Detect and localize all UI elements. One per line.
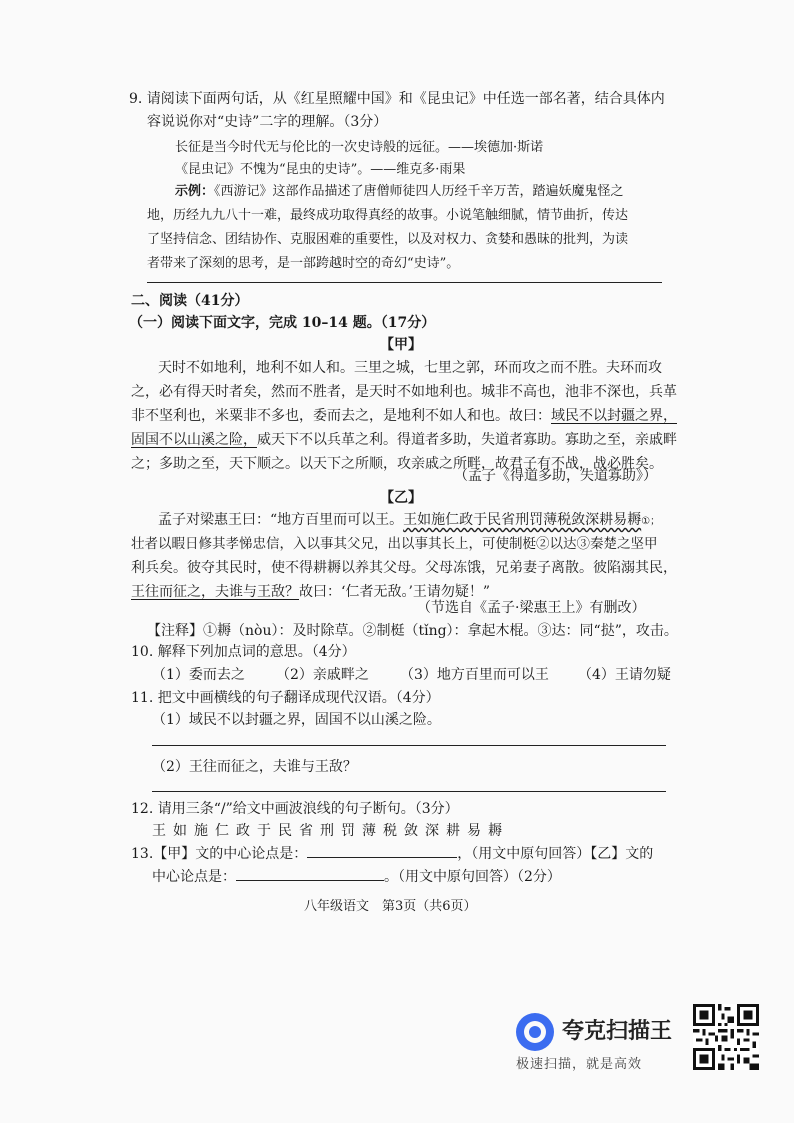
q10-item1: （1）委而去之 <box>152 667 245 683</box>
jia-heading: 【甲】 <box>380 337 422 353</box>
q13-text-a: 13.【甲】文的中心论点是： <box>131 846 308 862</box>
jia-line4-text: 威天下不以兵革之利。得道者多助，失道者寡助。寡助之至，亲戚畔 <box>257 432 677 448</box>
yi-heading: 【乙】 <box>380 490 422 506</box>
section-title: 二、阅读（41分） <box>131 293 249 309</box>
yi-line3: 利兵矣。彼夺其民时，使不得耕耨以养其父母。父母冻饿，兄弟妻子离散。彼陷溺其民， <box>131 560 677 576</box>
q12-stem: 12. 请用三条“/”给文中画波浪线的句子断句。（3分） <box>131 801 459 817</box>
q9-line1: 9. 请阅读下面两句话，从《红星照耀中国》和《昆虫记》中任选一部名著，结合具体内 <box>129 91 665 107</box>
q10-item2: （2）亲戚畔之 <box>276 667 369 683</box>
q10-item3: （3）地方百里而可以王 <box>400 667 549 683</box>
yi-note1-marker: ①； <box>641 516 661 527</box>
q11-item2: （2）王往而征之，夫谁与王敌？ <box>152 759 357 775</box>
q11-answer-line2 <box>152 791 666 792</box>
jia-underlined-1: 域民不以封疆之界， <box>551 408 677 424</box>
page-footer: 八年级语文 第3页（共6页） <box>304 899 477 914</box>
q11-stem: 11. 把文中画横线的句子翻译成现代汉语。（4分） <box>131 690 440 706</box>
q13-text-b: ，（用文中原句回答）【乙】文的 <box>457 846 654 862</box>
q13-blank2[interactable] <box>236 866 384 881</box>
q9-example-line3: 了坚持信念、团结协作、克服困难的重要性，以及对权力、贪婪和愚昧的批判，为读 <box>147 232 629 247</box>
q9-example-line2: 地，历经九九八十一难，最终成功取得真经的故事。小说笔触细腻，情节曲折，传达 <box>147 208 629 223</box>
jia-source: （孟子《得道多助，失道寡助》） <box>454 468 657 484</box>
q9-example-line4: 者带来了深刻的思考，是一部跨越时空的奇幻“史诗”。 <box>147 256 460 271</box>
jia-line4 <box>131 429 677 451</box>
jia-underlined-2: 固国不以山溪之险， <box>131 432 257 448</box>
yi-line4-text: 故曰：‘仁者无敌。’王请勿疑！” <box>299 584 491 600</box>
example-text: 《西游记》这部作品描述了唐僧师徒四人历经千辛万苦，踏遍妖魔鬼怪之 <box>214 184 624 199</box>
q13-text-d: 。（用文中原句回答）（2分） <box>384 869 561 885</box>
answer-line <box>147 282 662 283</box>
notes: 【注释】①耨（nòu）：及时除草。②制梃（tǐng）：拿起木棍。③达：同“挞”，攻击。 <box>147 623 678 639</box>
qr-code-icon <box>693 1004 759 1070</box>
q11-item1: （1）域民不以封疆之界，固国不以山溪之险。 <box>152 712 441 728</box>
scanner-subtitle: 极速扫描，就是高效 <box>516 1057 643 1072</box>
q12-chars: 王如施仁政于民省刑罚薄税敛深耕易耨 <box>152 823 509 839</box>
q11-answer-line1 <box>152 745 666 746</box>
q9-quote1: 长征是当今时代无与伦比的一次史诗般的远征。——埃德加·斯诺 <box>175 140 544 155</box>
q9-line2: 容说说你对“史诗”二字的理解。（3分） <box>147 114 388 130</box>
jia-line3 <box>131 405 677 427</box>
jia-line1: 天时不如地利，地利不如人和。三里之城，七里之郭，环而攻之而不胜。夫环而攻 <box>158 360 662 376</box>
q13-text-c: 中心论点是： <box>152 869 236 885</box>
example-label: 示例： <box>175 184 215 199</box>
yi-underlined: 王往而征之，夫谁与王敌？ <box>131 584 299 600</box>
q13-line2 <box>152 866 561 888</box>
yi-line1-text: 孟子对梁惠王曰：“地方百里而可以王。 <box>158 512 404 528</box>
yi-line1 <box>158 509 660 533</box>
yi-source: （节选自《孟子·梁惠王上》有删改） <box>417 600 646 616</box>
jia-line2: 之，必有得天时者矣，然而不胜者，是天时不如地利也。城非不高也，池非不深也，兵革 <box>131 384 677 400</box>
quark-logo-icon <box>516 1013 554 1051</box>
scanner-title: 夸克扫描王 <box>562 1019 673 1044</box>
jia-line5: 之；多助之至，天下顺之。以天下之所顺，攻亲戚之所畔，故君子有不战，战必胜矣。 <box>131 456 663 472</box>
q10-stem: 10. 解释下列加点词的意思。（4分） <box>131 644 356 660</box>
q10-item4: （4）王请勿疑 <box>578 667 671 683</box>
yi-wavy-sentence: 王如施仁政于民省刑罚薄税敛深耕易耨 <box>403 512 642 528</box>
q9-example-line1 <box>175 181 624 203</box>
section-sub1: （一）阅读下面文字，完成 10–14 题。（17分） <box>129 315 436 331</box>
q13-line1 <box>131 843 653 865</box>
yi-line2: 壮者以暇日修其孝悌忠信，入以事其父兄，出以事其长上，可使制梃②以达③秦楚之坚甲 <box>131 536 658 552</box>
q9-quote2: 《昆虫记》不愧为“昆虫的史诗”。——维克多·雨果 <box>175 162 466 177</box>
jia-line3-text: 非不坚利也，米粟非不多也，委而去之，是地利不如人和也。故曰： <box>131 408 551 424</box>
q13-blank1[interactable] <box>307 843 457 858</box>
